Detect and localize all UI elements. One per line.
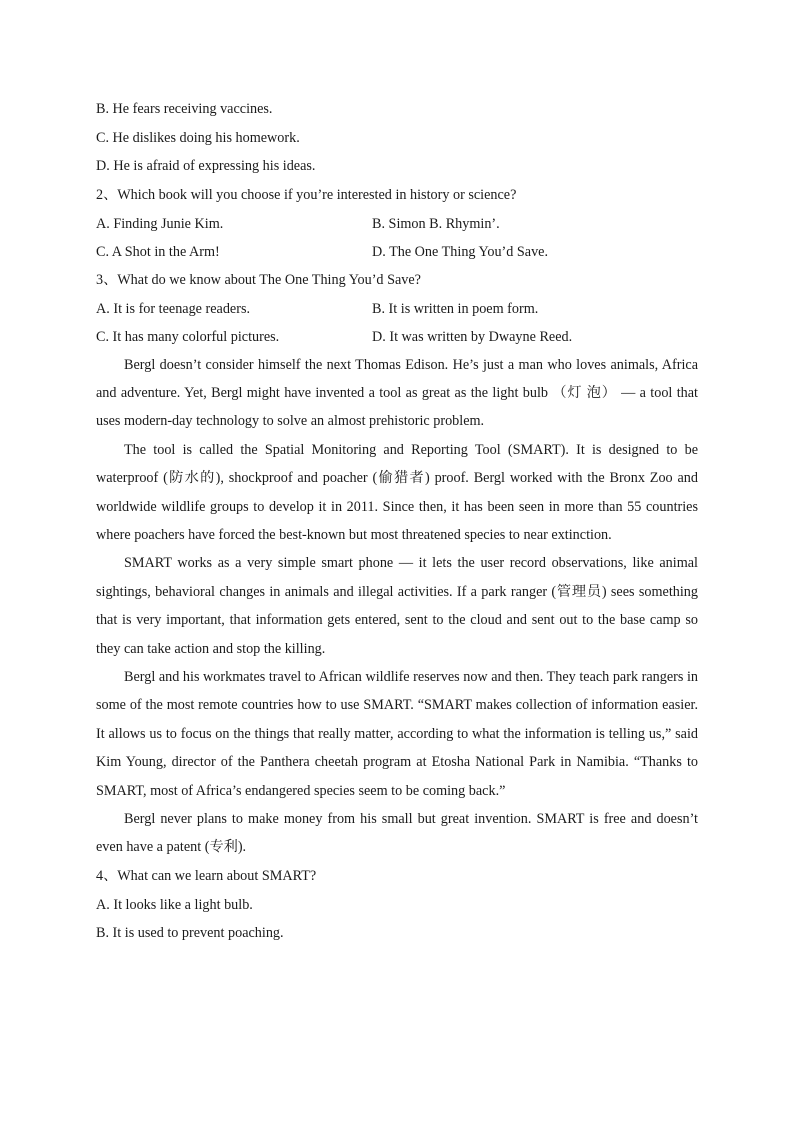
q2-stem: 2、Which book will you choose if you’re interested in history or science? [96,186,517,203]
q2-options-row-1 [96,210,698,238]
q2-option-a: A. Finding Junie Kim. [96,215,224,232]
q1-option-b: B. He fears receiving vaccines. [96,101,273,117]
worksheet-page [96,95,698,948]
q3-option-d: D. It was written by Dwayne Reed. [372,328,573,345]
q1-option-c: C. He dislikes doing his homework. [96,129,300,146]
q2-option-b: B. Simon B. Rhymin’. [372,215,500,232]
passage-paragraph-4: Bergl and his workmates travel to African wildlife reserves now and then. They teach park rangers in some of the most remote countries how to use SMART. “SMART makes collection of information easier. It allows us to focus on the things that really matter, according to what the information is telling us,” said Kim Young, director of the Panthera cheetah program at Etosha National Park in Namibia. “Thanks to SMART, most of Africa’s endangered species seem to be coming back.” [96,668,698,799]
q3-stem: 3、What do we know about The One Thing You’d Save? [96,271,421,288]
q2-option-d: D. The One Thing You’d Save. [372,243,549,260]
passage-paragraph-3: SMART works as a very simple smart phone — it lets the user record observations, like animal sightings, behavioral changes in animals and illegal activities. If a park ranger (管理员) sees something that is very important, that information gets entered, sent to the cloud and sent out to the base camp so they can take action and stop the killing. [96,555,698,657]
q4-stem: 4、What can we learn about SMART? [96,867,317,884]
q4-option-b: B. It is used to prevent poaching. [96,925,284,942]
passage-paragraph-2: The tool is called the Spatial Monitoring and Reporting Tool (SMART). It is designed to be waterproof (防水的), shockproof and poacher (偷猎者) proof. Bergl worked with the Bronx Zoo and worldwide wildlife groups to develop it in 2011. Since then, it has been seen in more than 55 countries where poachers have forced the best-known but most threatened species to near extinction. [96,441,698,543]
q3-options-row-1 [96,295,698,323]
q2-options-row-2 [96,238,698,266]
q3-options-row-2 [96,323,698,351]
passage-paragraph-1: Bergl doesn’t consider himself the next Thomas Edison. He’s just a man who loves animals, Africa and adventure. Yet, Bergl might have invented a tool as great as the light bulb （灯 泡） — a tool that uses modern-day technology to solve an almost prehistoric problem. [96,356,698,430]
q3-option-b: B. It is written in poem form. [372,300,539,317]
q1-option-d: D. He is afraid of expressing his ideas. [96,158,316,174]
passage-paragraph-5: Bergl never plans to make money from his small but great invention. SMART is free and doesn’t even have a patent (专利). [96,811,698,856]
q3-option-c: C. It has many colorful pictures. [96,328,280,345]
q2-option-c: C. A Shot in the Arm! [96,243,220,260]
q4-option-a: A. It looks like a light bulb. [96,896,253,913]
q3-option-a: A. It is for teenage readers. [96,300,251,317]
